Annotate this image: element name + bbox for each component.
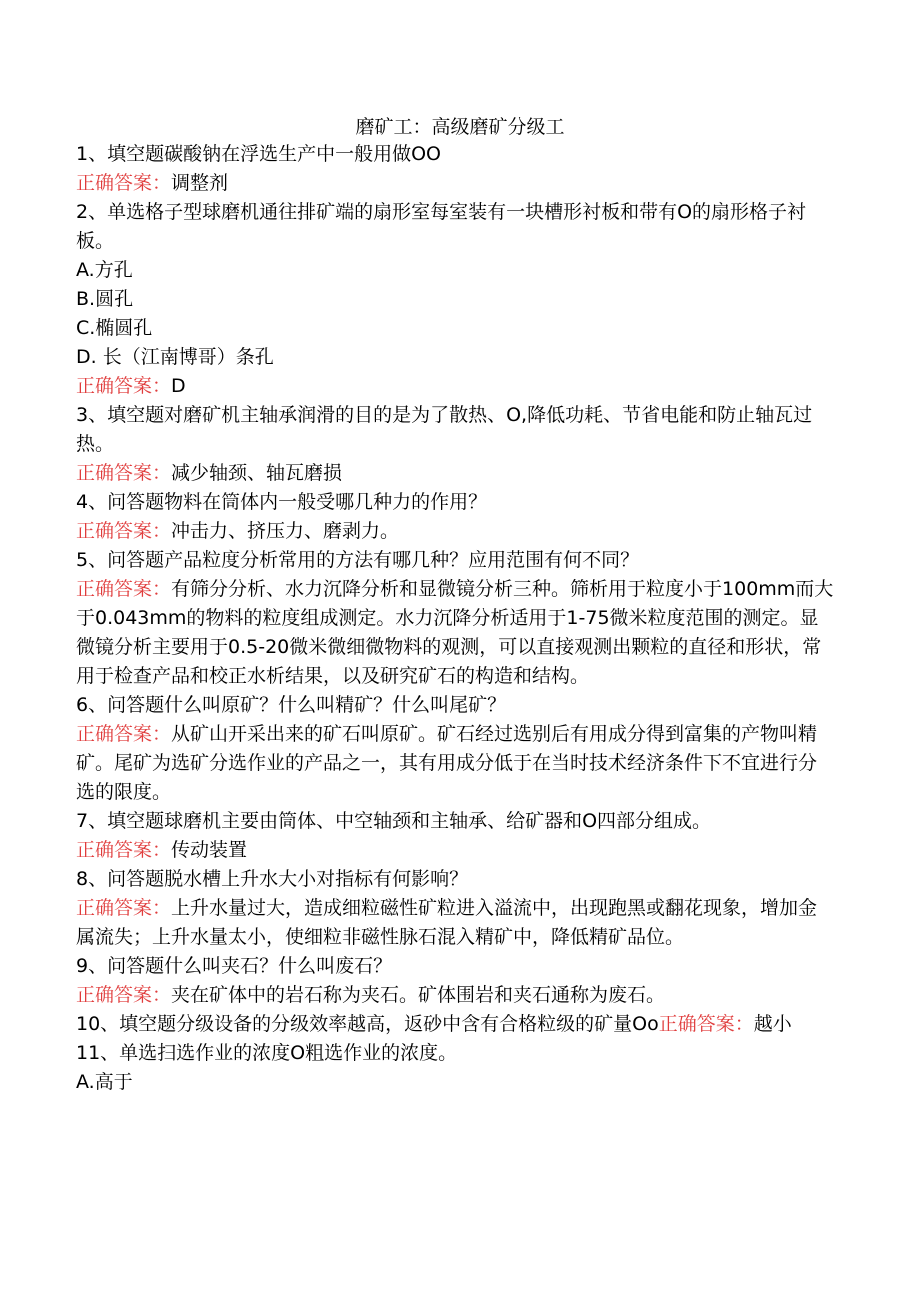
question-4: 4、问答题物料在筒体内一般受哪几种力的作用？	[76, 491, 488, 513]
question-3: 3、填空题对磨矿机主轴承润滑的目的是为了散热、O,降低功耗、节省电能和防止轴瓦过热。	[76, 404, 813, 455]
question-6: 6、问答题什么叫原矿？什么叫精矿？什么叫尾矿？	[76, 694, 507, 716]
answer-label: 正确答案：	[76, 839, 172, 861]
answer-5	[76, 575, 834, 691]
answer-text: D	[171, 375, 186, 397]
answer-label: 正确答案：	[76, 984, 172, 1006]
answer-3	[76, 459, 834, 488]
answer-label: 正确答案：	[76, 462, 172, 484]
answer-9	[76, 981, 834, 1010]
option-d: D. 长（江南博哥）条孔	[76, 346, 274, 368]
question-2: 2、单选格子型球磨机通往排矿端的扇形室每室装有一块槽形衬板和带有O的扇形格子衬板。	[76, 201, 807, 252]
answer-1	[76, 169, 834, 198]
question-1: 1、填空题碳酸钠在浮选生产中一般用做OO	[76, 143, 441, 165]
answer-label: 正确答案：	[658, 1013, 754, 1035]
answer-label: 正确答案：	[76, 897, 172, 919]
answer-8	[76, 894, 834, 952]
option-b: B.圆孔	[76, 288, 134, 310]
question-text: 10、填空题分级设备的分级效率越高，返砂中含有合格粒级的矿量Oo	[76, 1013, 659, 1035]
answer-label: 正确答案：	[76, 520, 172, 542]
question-9: 9、问答题什么叫夹石？什么叫废石？	[76, 955, 393, 977]
option-a: A.方孔	[76, 259, 133, 281]
answer-text: 有筛分分析、水力沉降分析和显微镜分析三种。筛析用于粒度小于100mm而大于0.043mm的物料的粒度组成测定。水力沉降分析适用于1-75微米粒度范围的测定。显微镜分析主要用于0.5-20微米微细微物料的观测，可以直接观测出颗粒的直径和形状，常用于检查产品和校正水析结果，以及研究矿石的构造和结构。	[76, 578, 834, 687]
answer-2	[76, 372, 834, 401]
question-list	[76, 140, 834, 1097]
answer-label: 正确答案：	[76, 375, 172, 397]
answer-label: 正确答案：	[76, 723, 172, 745]
answer-text: 夹在矿体中的岩石称为夹石。矿体围岩和夹石通称为废石。	[171, 984, 666, 1006]
answer-text: 调整剂	[171, 172, 229, 194]
question-7: 7、填空题球磨机主要由筒体、中空轴颈和主轴承、给矿器和O四部分组成。	[76, 810, 712, 832]
answer-label: 正确答案：	[76, 172, 172, 194]
answer-6	[76, 720, 834, 807]
question-11: 11、单选扫选作业的浓度O粗选作业的浓度。	[76, 1042, 458, 1064]
answer-7	[76, 836, 834, 865]
document-title: 磨矿工：高级磨矿分级工	[355, 116, 565, 138]
question-5: 5、问答题产品粒度分析常用的方法有哪几种？应用范围有何不同？	[76, 549, 640, 571]
option-a: A.高于	[76, 1071, 133, 1093]
answer-text: 传动装置	[171, 839, 248, 861]
answer-text: 从矿山开采出来的矿石叫原矿。矿石经过选别后有用成分得到富集的产物叫精矿。尾矿为选矿分选作业的产品之一，其有用成分低于在当时技术经济条件下不宜进行分选的限度。	[76, 723, 818, 803]
answer-label: 正确答案：	[76, 578, 172, 600]
answer-text: 冲击力、挤压力、磨剥力。	[171, 520, 400, 542]
answer-text: 上升水量过大，造成细粒磁性矿粒进入溢流中，出现跑黑或翻花现象，增加金属流失；上升水量太小，使细粒非磁性脉石混入精矿中，降低精矿品位。	[76, 897, 818, 948]
answer-text: 减少轴颈、轴瓦磨损	[171, 462, 343, 484]
question-8: 8、问答题脱水槽上升水大小对指标有何影响？	[76, 868, 469, 890]
answer-4	[76, 517, 834, 546]
option-c: C.椭圆孔	[76, 317, 153, 339]
question-10	[76, 1010, 834, 1039]
answer-text: 越小	[753, 1013, 792, 1035]
